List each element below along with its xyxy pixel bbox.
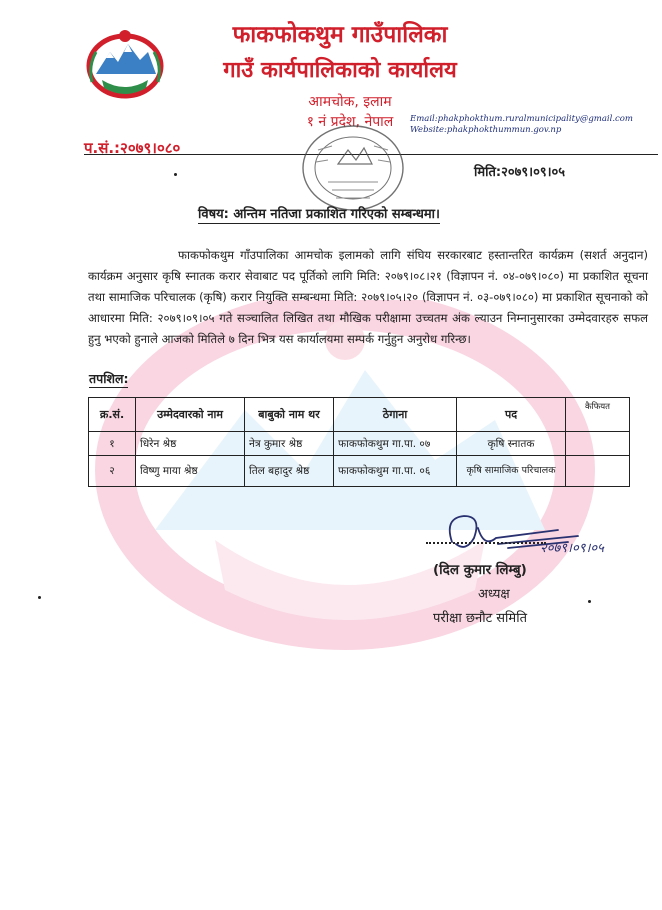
cell-address: फाकफोकथुम गा.पा. ०७ — [334, 432, 457, 456]
website-text: Website:phakphokthummun.gov.np — [410, 125, 562, 135]
cell-post: कृषि सामाजिक परिचालक — [457, 456, 566, 487]
signer-role: अध्यक्ष — [478, 587, 510, 602]
col-header-sn: क्र.सं. — [89, 398, 136, 432]
scan-speck — [38, 596, 41, 599]
organization-title: फाकफोकथुम गाउँपालिका — [232, 22, 448, 48]
table-header-row — [89, 398, 630, 432]
cell-remarks — [566, 456, 630, 487]
scan-speck — [588, 600, 591, 603]
cell-address: फाकफोकथुम गा.पा. ०६ — [334, 456, 457, 487]
col-header-post: पद — [457, 398, 566, 432]
col-header-address: ठेगाना — [334, 398, 457, 432]
subject-line: विषय: अन्तिम नतिजा प्रकाशित गरिएको सम्बन्धमा। — [198, 204, 440, 224]
nepal-emblem-logo-icon — [84, 22, 166, 104]
office-title: गाउँ कार्यपालिकाको कार्यालय — [223, 58, 457, 83]
cell-father: नेत्र कुमार श्रेष्ठ — [245, 432, 334, 456]
col-header-name: उम्मेदवारको नाम — [136, 398, 245, 432]
cell-remarks — [566, 432, 630, 456]
col-header-father: बाबुको नाम थर — [245, 398, 334, 432]
cell-post: कृषि स्नातक — [457, 432, 566, 456]
signer-committee: परीक्षा छनौट समिति — [433, 611, 527, 626]
cell-father: तिल बहादुर श्रेष्ठ — [245, 456, 334, 487]
reference-number: प.सं.:२०७९।०८० — [84, 139, 181, 157]
cell-sn: २ — [89, 456, 136, 487]
table-row — [89, 456, 630, 487]
cell-sn: १ — [89, 432, 136, 456]
table-row — [89, 432, 630, 456]
signer-name: (दिल कुमार लिम्बु) — [433, 562, 527, 578]
letter-body: फाकफोकथुम गाँउपालिका आमचोक इलामको लागि संघिय सरकारबाट हस्तान्तरित कार्यक्रम (सशर्त अनुदान) कार्यक्रम अनुसार कृषि स्नातक करार सेवाबाट पद पूर्तिको लागि मिति: २०७९।०८।२१ (विज्ञापन नं. ०४-०७९।०८०) मा प्रकाशित सूचना तथा सामाजिक परिचालक (कृषि) करार नियुक्ति सम्बन्धमा मिति: २०७९।०५।२० (विज्ञापन नं. ०३-०७९।०८०) मा प्रकाशित सूचनाको को आधारमा मिति: २०७९।०९।०५ गते सञ्चालित लिखित तथा मौखिक परीक्षामा उच्चतम अंक ल्याउन निम्नानुसारका उम्मेदवारहरु सफल हुनु भएको हुनाले आजको मितिले ७ दिन भित्र यस कार्यालयमा सम्पर्क गर्नुहुन अनुरोध गरिन्छ। — [88, 248, 648, 346]
email-text: Email:phakphokthum.ruralmunicipality@gmail.com — [410, 114, 633, 124]
scan-speck — [174, 173, 177, 176]
signature-date: २०७९।०९।०५ — [540, 541, 604, 556]
address-line-1: आमचोक, इलाम — [308, 94, 392, 110]
col-header-remarks: कैफियत — [566, 398, 630, 432]
cell-name: विष्णु माया श्रेष्ठ — [136, 456, 245, 487]
contact-block — [410, 114, 633, 136]
letter-date: मिति:२०७९।०९।०५ — [474, 165, 566, 180]
office-stamp-icon — [298, 120, 408, 216]
signature-dotted-line — [426, 542, 546, 544]
cell-name: धिरेन श्रेष्ठ — [136, 432, 245, 456]
address-line-2: १ नं प्रदेश, नेपाल — [306, 114, 394, 130]
details-label: तपशिल: — [89, 371, 129, 386]
results-table — [88, 397, 630, 487]
